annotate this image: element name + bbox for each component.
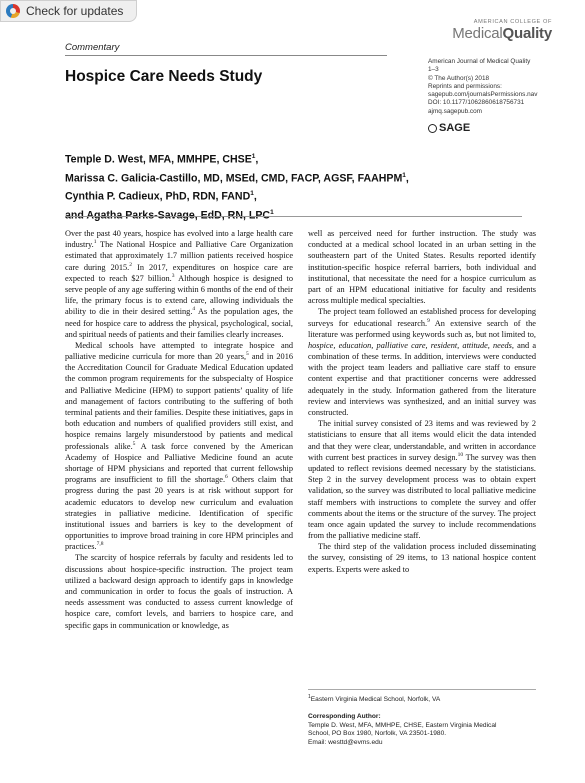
paragraph-text: The third step of the validation process included disseminating the survey, consisting of 29 items, to 13 national hospice content experts. Experts were asked to	[308, 542, 536, 574]
corresponding-author	[308, 713, 540, 747]
paragraph-text: As the population ages, the need for hospice care to address the physical, psychological, social, and spiritual needs of patients and their families clearly increases.	[65, 307, 293, 339]
paragraph-text: The National Hospice and Palliative Care Organization estimated that approximately 1.7 million patients received hospice care during 2015.	[65, 240, 293, 272]
paragraph-text: Medical schools have attempted to integrate hospice and palliative medicine curricula for more than 20 years,	[65, 340, 293, 362]
author-name: Cynthia P. Cadieux, PhD, RDN, FAND	[65, 190, 251, 203]
paragraph-text: An extensive search of the literature was performed using keywords such as, but not limited to,	[308, 318, 536, 339]
corresponding-author-email[interactable]: Email: westtd@evms.edu	[308, 738, 383, 746]
body-divider	[65, 216, 522, 217]
paragraph-text: , and a combination of these terms. In addition, interviews were conducted with the project team leaders and palliative care staff to ensure content expertise and that practitioner concerns were addressed adequately in the study. Information gathered from the literature review and interviews was synthesized, and an initial survey was constructed.	[308, 340, 536, 417]
copyright: © The Author(s) 2018	[428, 74, 490, 82]
journal-logo	[420, 25, 552, 42]
body-paragraph	[65, 228, 293, 340]
journal-name: American Journal of Medical Quality	[428, 58, 531, 65]
paragraph-text: The project team followed an established process for developing surveys for educational research.	[308, 307, 536, 328]
paragraph-text: The survey was then updated to reflect revisions deemed necessary by the statisticians. Step 2 in the survey development process was to obtain expert validation, so the survey was distributed to local palliative medicine staff members with instructions to complete the survey and offer comments about the items or the structure of the survey. The project team once again updated the survey to include recommendations from the palliative medicine staff.	[308, 452, 536, 541]
citation-ref: 5	[132, 440, 136, 447]
body-column-left	[65, 228, 293, 631]
paragraph-text: and in 2016 the Accreditation Council for Graduate Medical Education updated the common program requirements for the subspecialty of Hospice and Palliative Medicine (HPM) to support patients’ quality of life and management of factors contributing to the suffering of both terminal patients and their families. Despite these initiatives, gaps in both education and numbers of qualified providers still exist, and hospice remains largely misunderstood by patients and medical professionals alike.	[65, 352, 293, 451]
check-for-updates-label: Check for updates	[26, 4, 124, 18]
body-paragraph	[65, 552, 293, 630]
citation-ref: 3	[171, 272, 175, 279]
author-line	[65, 205, 485, 224]
paragraph-text: A task force convened by the American Academy of Hospice and Palliative Medicine found an acute shortage of HPM physicians and reported that current fellowship programs are insufficient to fill the shortage.	[65, 441, 293, 485]
header-divider	[65, 55, 387, 56]
italic-terms: hospice, education, palliative care, resident, attitude, needs	[308, 340, 512, 350]
author-line	[65, 149, 485, 168]
author-line	[65, 168, 485, 187]
paragraph-text: Over the past 40 years, hospice has evolved into a large health care industry.	[65, 229, 293, 250]
author-affiliation-sup: 1	[250, 190, 254, 198]
publisher-name: SAGE	[439, 122, 471, 134]
citation-ref: 5	[246, 351, 249, 358]
footnote-divider	[308, 689, 536, 690]
body-paragraph	[65, 340, 293, 553]
paragraph-text: The initial survey consisted of 23 items and was reviewed by 2 statisticians to ensure that all items would elicit the data intended and that they were clear, understandable, and written in accordance with current best practices in survey design.	[308, 419, 536, 462]
citation-ref: 4	[192, 306, 196, 313]
article-title: Hospice Care Needs Study	[65, 68, 263, 85]
check-for-updates-badge[interactable]	[0, 0, 137, 22]
paragraph-text: The scarcity of hospice referrals by faculty and residents led to discussions about hospice-specific instruction. The project team utilized a backward design approach to identify gaps in knowledge and communication in order to focus the goals of instruction. A needs assessment was conducted to assess current knowledge of hospice care, comfort levels, and barriers to hospice care, and specific gaps in communication or knowledge, as	[65, 553, 293, 630]
journal-logo-main: Medical	[452, 25, 503, 42]
author-name: Temple D. West, MFA, MMHPE, CHSE	[65, 153, 252, 166]
publisher-logo	[428, 122, 470, 134]
author-line	[65, 186, 485, 205]
journal-logo-bold: Quality	[502, 25, 552, 42]
citation-ref: 1	[93, 239, 97, 246]
body-paragraph	[308, 418, 536, 541]
reprints-link[interactable]: sagepub.com/journalsPermissions.nav	[428, 91, 538, 99]
citation-ref: 10	[457, 451, 464, 458]
sage-icon	[428, 124, 437, 133]
journal-meta	[428, 58, 558, 116]
affiliation-note	[308, 694, 536, 703]
author-affiliation-sup: 1	[251, 153, 256, 160]
corresponding-author-heading: Corresponding Author:	[308, 713, 381, 720]
citation-ref: 9	[427, 317, 430, 324]
citation-ref: 2	[129, 261, 133, 268]
affiliation-sup: 1	[308, 694, 311, 700]
author-affiliation-sup: 1	[270, 208, 274, 216]
journal-logo-top: AMERICAN COLLEGE OF	[473, 19, 552, 25]
reprints-label: Reprints and permissions:	[428, 82, 502, 90]
paragraph-text: In 2017, expenditures on hospice care are expected to reach $27 billion.	[65, 262, 293, 283]
page-range: 1–3	[428, 66, 439, 74]
body-column-right	[308, 228, 536, 611]
author-separator: ,	[405, 172, 409, 185]
author-separator: ,	[255, 153, 259, 166]
body-paragraph	[308, 306, 536, 418]
author-affiliation-sup: 1	[402, 171, 406, 179]
section-label: Commentary	[65, 42, 120, 53]
body-paragraph	[308, 541, 536, 575]
citation-ref: 7,8	[96, 541, 104, 548]
paragraph-text: Others claim that progress during the past 20 years is at risk without support for academic educators to develop new curriculum and evaluation strategies in palliative medicine. Identification of specific institutional issues and barriers is key to the development of opportunities to improve broad training in core HPM principles and practices.	[65, 475, 293, 552]
body-paragraph	[308, 228, 536, 306]
doi[interactable]: DOI: 10.1177/1062860618756731	[428, 99, 525, 107]
corresponding-author-line: School, PO Box 1980, Norfolk, VA 23501-1980.	[308, 730, 447, 738]
journal-url[interactable]: ajmq.sagepub.com	[428, 107, 482, 115]
paragraph-text: well as perceived need for further instruction. The study was conducted at a medical school located in an urban setting in the southeastern part of the United States. Results reported identify institution-specific hospice referral barriers, both individual and institutional, that necessitate the need for a hospice curriculum as part of an HPM educational initiative for faculty and residents across multiple medical specialties.	[308, 229, 536, 306]
citation-ref: 6	[225, 474, 228, 481]
author-list	[65, 149, 485, 223]
author-separator: ,	[253, 190, 257, 203]
paragraph-text: Although hospice is designed to serve people of any age suffering within 6 months of the end of their life, the primary focus is to extend care, allowing individuals the ability to die in their desired setting.	[65, 273, 293, 317]
corresponding-author-line: Temple D. West, MFA, MMHPE, CHSE, Eastern Virginia Medical	[308, 721, 497, 729]
author-name: Marissa C. Galicia-Castillo, MD, MSEd, CMD, FACP, AGSF, FAAHPM	[65, 172, 403, 185]
affiliation-text: Eastern Virginia Medical School, Norfolk, VA	[310, 696, 441, 704]
crossmark-icon	[6, 4, 20, 18]
